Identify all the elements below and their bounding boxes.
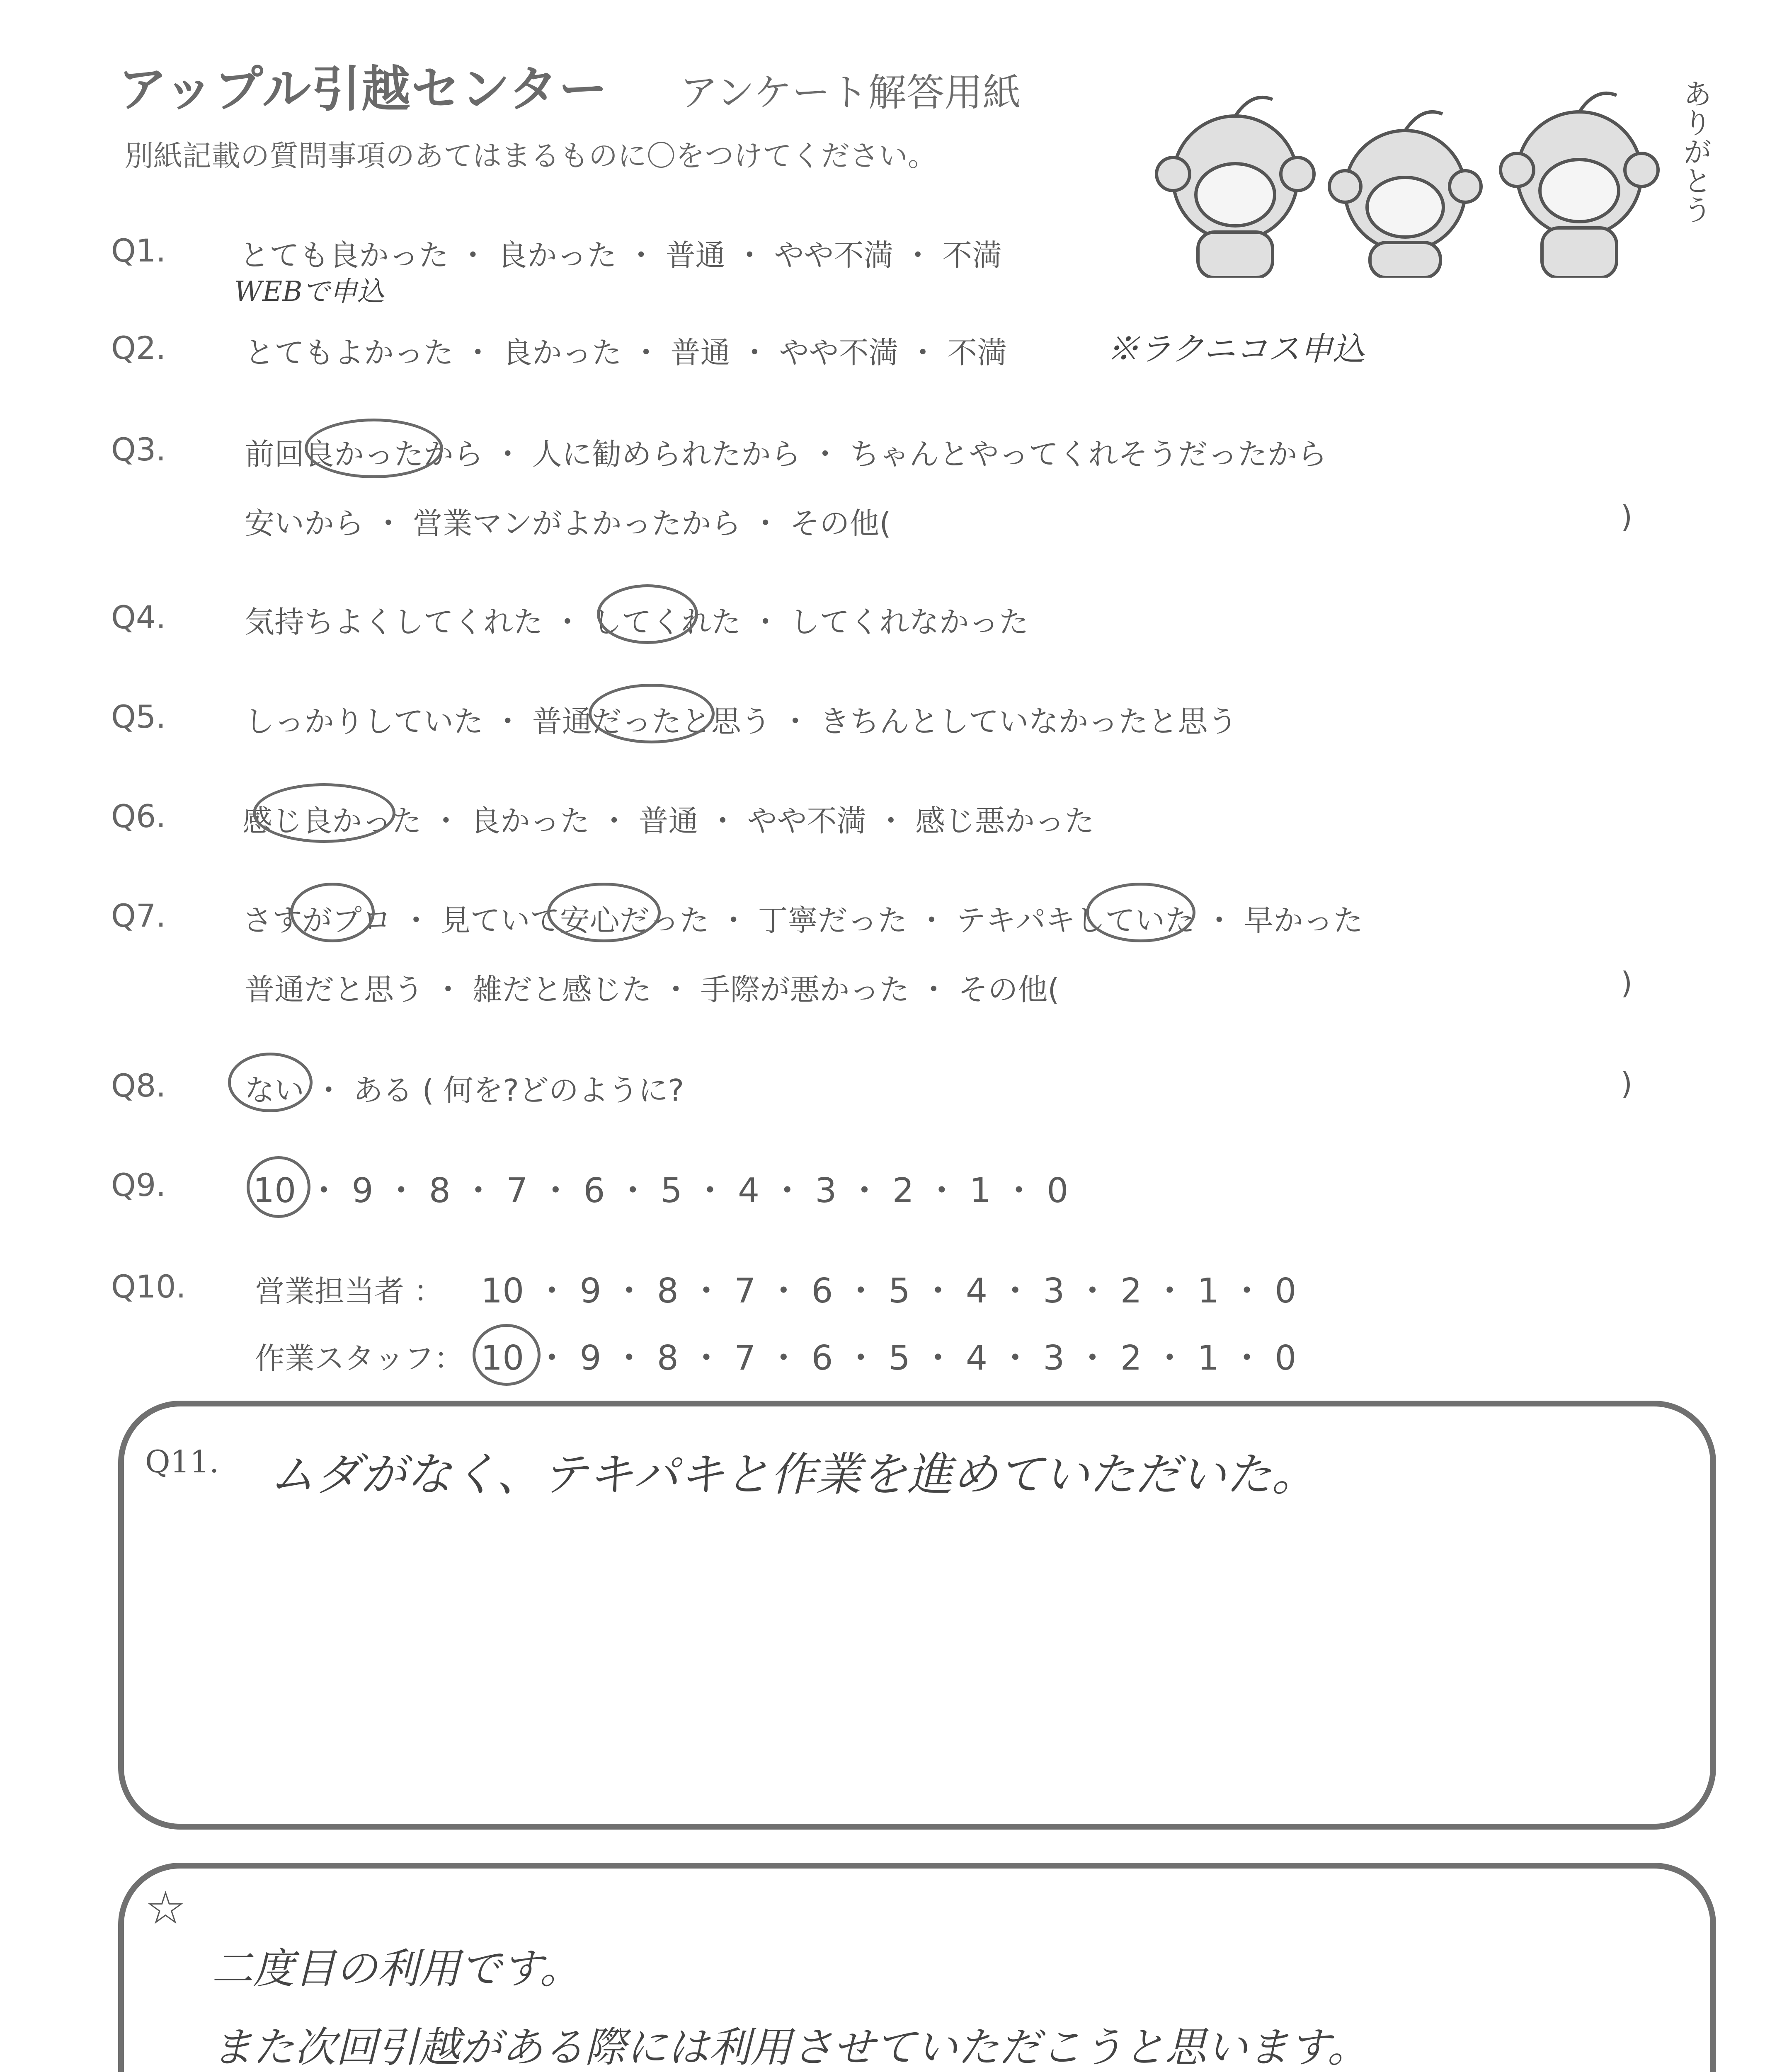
q6-answer-circle <box>253 783 395 843</box>
q8-answer-circle <box>228 1053 313 1112</box>
mascot-caption: ありがとう <box>1678 79 1712 224</box>
q4-options: 気持ちよくしてくれた ・ してくれた ・ してくれなかった <box>245 605 1029 639</box>
q9-label: Q9. <box>111 1167 166 1203</box>
q7-answer-circle-3 <box>1086 883 1195 942</box>
q2-label: Q2. <box>111 329 166 366</box>
form-title: アップル引越センター <box>118 61 609 118</box>
q7-options-line1: さすがプロ ・ 見ていて安心だった ・ 丁寧だった ・ テキパキしていた ・ 早かった <box>242 903 1363 938</box>
q9-answer-circle <box>247 1156 310 1218</box>
monkey-3 <box>1501 93 1658 278</box>
q9-scale: 10 ・ 9 ・ 8 ・ 7 ・ 6 ・ 5 ・ 4 ・ 3 ・ 2 ・ 1 ・ 0 <box>253 1171 1069 1210</box>
q10-label: Q10. <box>111 1268 186 1305</box>
q1-options: とても良かった ・ 良かった ・ 普通 ・ やや不満 ・ 不満 <box>240 238 1002 273</box>
q6-label: Q6. <box>111 798 166 835</box>
q11-label: Q11. <box>145 1444 219 1480</box>
q3-label: Q3. <box>111 431 166 468</box>
q10-sales-label: 営業担当者 ： <box>255 1274 444 1309</box>
q8-options: ない ・ ある ( 何を?どのように? <box>245 1073 684 1108</box>
q10-staff-label: 作業スタッフ： <box>255 1341 464 1376</box>
q3-answer-circle <box>305 419 443 478</box>
q6-options: 感じ良かった ・ 良かった ・ 普通 ・ やや不満 ・ 感じ悪かった <box>242 804 1095 838</box>
form-subtitle: アンケート解答用紙 <box>680 70 1021 115</box>
comments-line-1: 二度目の利用です。 <box>211 1944 581 1993</box>
q5-options: しっかりしていた ・ 普通だったと思う ・ きちんとしていなかったと思う <box>245 704 1238 739</box>
comments-line-2: また次回引越がある際には利用させていただこうと思います。 <box>211 2023 1369 2072</box>
q11-handwritten-answer: ムダがなく、テキパキと作業を進めていただいた。 <box>269 1448 1317 1501</box>
q3-close-paren: ) <box>1621 499 1633 534</box>
q7-answer-circle-2 <box>547 883 661 942</box>
q10-staff-answer-circle <box>473 1324 541 1386</box>
q4-answer-circle <box>597 584 698 644</box>
monkey-2 <box>1329 112 1481 278</box>
q5-label: Q5. <box>111 698 166 735</box>
q3-options-line2: 安いから ・ 営業マンがよかったから ・ その他( <box>245 506 891 541</box>
q7-answer-circle-1 <box>290 883 375 942</box>
q7-close-paren: ) <box>1621 966 1633 1000</box>
q5-answer-circle <box>589 684 715 743</box>
q3-options-line1: 前回良かったから ・ 人に勧められたから ・ ちゃんとやってくれそうだったから <box>245 437 1327 472</box>
q8-label: Q8. <box>111 1067 166 1104</box>
q1-handwritten-note: WEBで申込 <box>234 276 385 307</box>
q10-sales-scale: 10 ・ 9 ・ 8 ・ 7 ・ 6 ・ 5 ・ 4 ・ 3 ・ 2 ・ 1 ・ 0 <box>481 1271 1297 1311</box>
q2-handwritten-note: ※ラクニコス申込 <box>1107 331 1365 368</box>
mascot-monkeys-illustration <box>1140 54 1741 278</box>
q7-label: Q7. <box>111 897 166 934</box>
instruction-text: 別紙記載の質問事項のあてはまるものに〇をつけてください。 <box>124 139 937 173</box>
q4-label: Q4. <box>111 599 166 636</box>
q2-options: とてもよかった ・ 良かった ・ 普通 ・ やや不満 ・ 不満 <box>245 335 1007 370</box>
q8-close-paren: ) <box>1621 1066 1633 1101</box>
q10-staff-scale: 10 ・ 9 ・ 8 ・ 7 ・ 6 ・ 5 ・ 4 ・ 3 ・ 2 ・ 1 ・ 0 <box>481 1339 1297 1378</box>
q7-options-line2: 普通だと思う ・ 雑だと感じた ・ 手際が悪かった ・ その他( <box>245 972 1060 1007</box>
star-icon: ☆ <box>145 1881 186 1934</box>
monkey-1 <box>1156 97 1314 278</box>
q1-label: Q1. <box>111 232 166 269</box>
